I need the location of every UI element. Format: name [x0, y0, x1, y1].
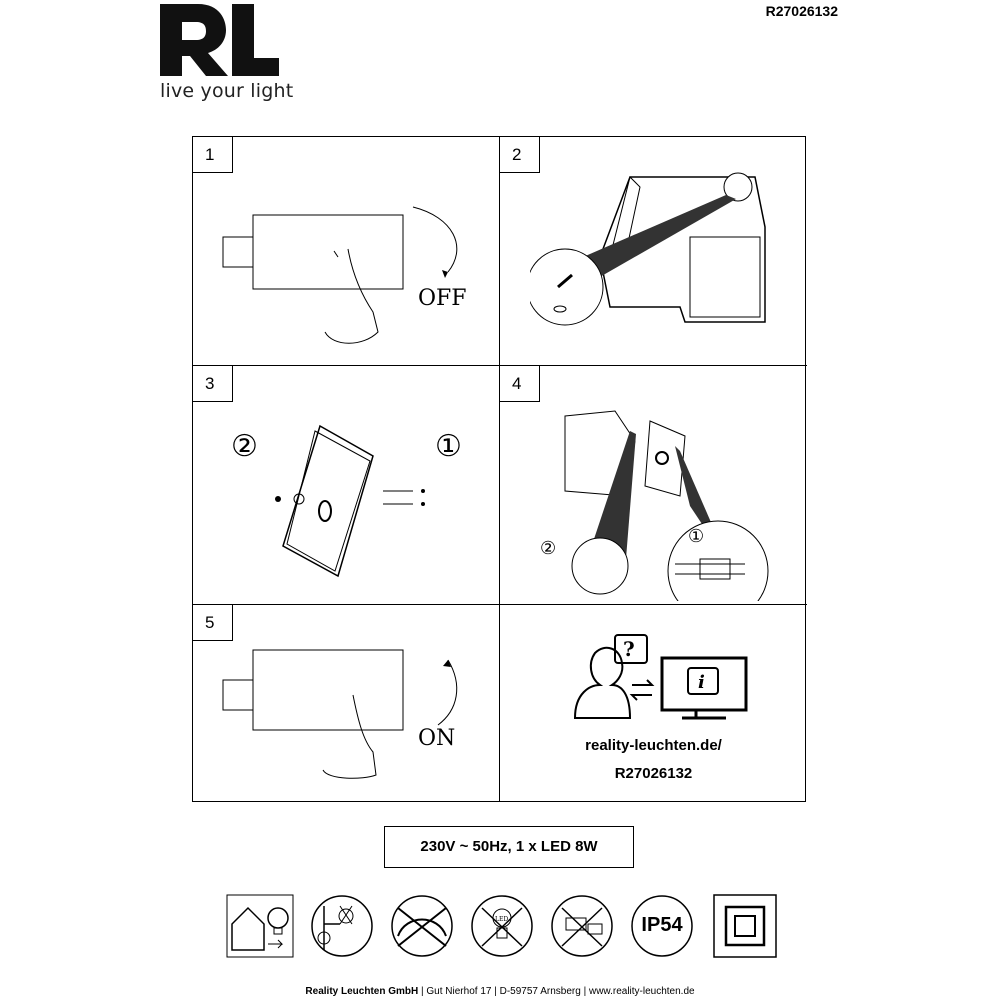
step-number: 4	[500, 366, 540, 402]
step-1-panel	[193, 137, 500, 366]
lamp-distance-icon	[306, 894, 378, 958]
breaker-off-illustration	[213, 197, 483, 357]
exchange-arrows-icon	[632, 680, 652, 700]
step-2-panel	[500, 137, 807, 366]
off-caption: OFF	[418, 286, 467, 311]
svg-text:?: ?	[623, 637, 635, 661]
no-driver-replace-icon	[546, 894, 618, 958]
product-code: R27026132	[765, 3, 838, 19]
label-1: ①	[435, 429, 462, 464]
monitor-info-icon	[662, 658, 746, 718]
step-number: 2	[500, 137, 540, 173]
user-question-icon	[575, 635, 647, 718]
support-code: R27026132	[614, 765, 693, 782]
footer-address: Gut Nierhof 17	[426, 986, 492, 997]
step-number: 3	[193, 366, 233, 402]
label-2: ②	[540, 538, 557, 559]
instruction-grid	[192, 136, 806, 802]
footer-separator: |	[494, 986, 497, 997]
electrical-spec: 230V ~ 50Hz, 1 x LED 8W	[384, 826, 634, 868]
info-panel	[500, 605, 807, 802]
remove-screw-illustration	[530, 157, 790, 357]
footer-separator: |	[421, 986, 424, 997]
step-number: 1	[193, 137, 233, 173]
svg-text:LED: LED	[495, 916, 509, 923]
on-caption: ON	[418, 726, 456, 751]
label-1: ①	[688, 526, 705, 547]
breaker-on-illustration	[213, 640, 483, 790]
support-url: reality-leuchten.de/	[585, 737, 722, 754]
ip-rating-text: IP54	[641, 914, 683, 936]
support-illustration	[570, 633, 750, 728]
logo-tagline: live your light	[160, 80, 294, 102]
footer-company: Reality Leuchten GmbH	[305, 986, 419, 997]
step-5-panel	[193, 605, 500, 802]
wiring-illustration	[540, 406, 800, 601]
no-dimmer-icon	[386, 894, 458, 958]
footer-city: D-59757 Arnsberg	[499, 986, 581, 997]
home-bulb-icon	[226, 894, 298, 958]
step-3-panel	[193, 366, 500, 605]
footer-website[interactable]: www.reality-leuchten.de	[588, 986, 695, 997]
footer-separator: |	[583, 986, 587, 997]
footer	[0, 986, 1000, 997]
protection-class-icon	[708, 894, 780, 958]
step-4-panel	[500, 366, 807, 605]
mount-bracket-illustration	[223, 416, 483, 596]
rl-logo	[158, 0, 280, 78]
svg-text:i: i	[698, 672, 705, 693]
led-not-replaceable-icon	[466, 894, 538, 958]
label-2: ②	[231, 429, 258, 464]
step-number: 5	[193, 605, 233, 641]
